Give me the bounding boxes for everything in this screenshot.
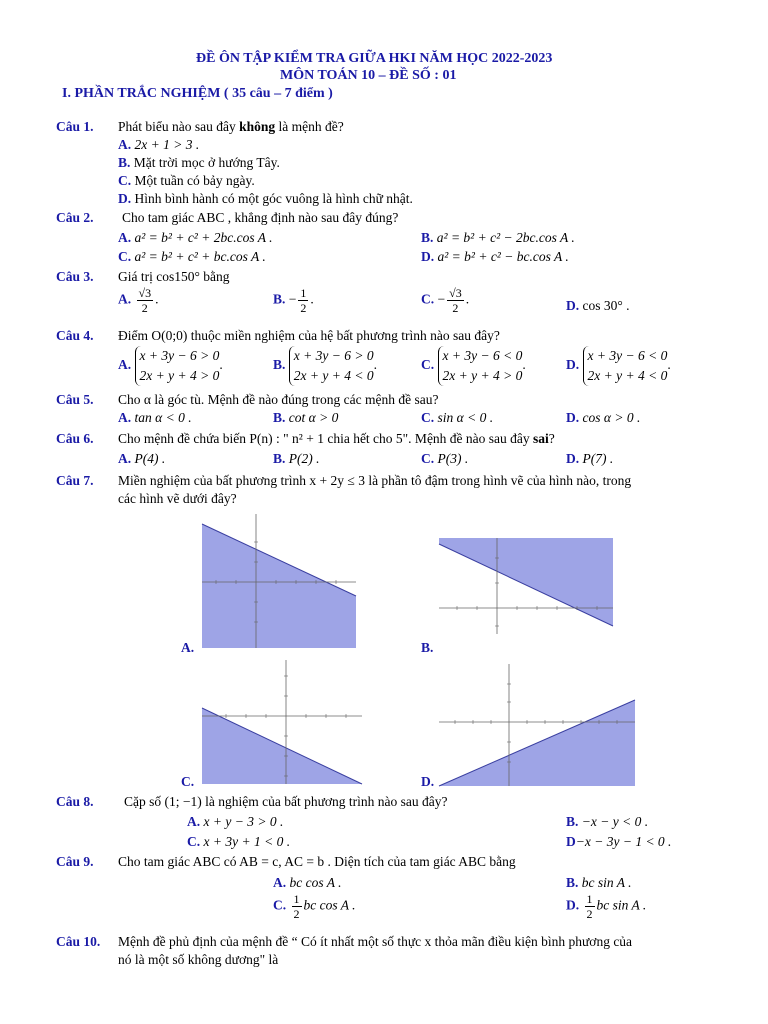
q4-option-b[interactable]: B. x + 3y − 6 > 0 2x + y + 4 < 0. xyxy=(273,346,377,386)
q9-option-a[interactable]: A. bc cos A . xyxy=(273,875,342,890)
q5-number: Câu 5. xyxy=(56,392,94,407)
q6-option-d[interactable]: D. P(7) . xyxy=(566,451,614,466)
q3-option-b[interactable]: B. − $\frac{1}{2}$ . xyxy=(273,286,314,315)
q8-option-b[interactable]: B. −x − y < 0 . xyxy=(566,814,649,829)
q7-graph-a[interactable] xyxy=(200,512,360,650)
q7-graph-b[interactable] xyxy=(437,536,617,636)
q6-option-b[interactable]: B. P(2) . xyxy=(273,451,320,466)
q6-stem: Cho mệnh đề chứa biến P(n) : " n² + 1 chia hết cho 5". Mệnh đề nào sau đây sai? xyxy=(118,431,555,446)
exam-title: ĐỀ ÔN TẬP KIỂM TRA GIỮA HKI NĂM HỌC 2022-2023 xyxy=(196,51,553,66)
q2-option-d[interactable]: D. a² = b² + c² − bc.cos A . xyxy=(421,249,569,264)
q2-option-a[interactable]: A. a² = b² + c² + 2bc.cos A . xyxy=(118,230,273,245)
q1-number: Câu 1. xyxy=(56,119,94,134)
q2-option-b[interactable]: B. a² = b² + c² − 2bc.cos A . xyxy=(421,230,575,245)
q7-option-c[interactable]: C. xyxy=(181,774,195,789)
q8-option-d[interactable]: D−x − 3y − 1 < 0 . xyxy=(566,834,672,849)
q3-stem: Giá trị cos150° bằng xyxy=(118,269,230,284)
q4-option-d[interactable]: D. x + 3y − 6 < 0 2x + y + 4 < 0. xyxy=(566,346,671,386)
q6-option-a[interactable]: A. P(4) . xyxy=(118,451,166,466)
q1-option-d[interactable]: D. Hình bình hành có một góc vuông là hình chữ nhật. xyxy=(118,191,413,206)
q9-option-d[interactable]: D. $\frac{1}{2}$ bc sin A . xyxy=(566,892,647,921)
q8-number: Câu 8. xyxy=(56,794,94,809)
q10-stem-line2: nó là một số không dương" là xyxy=(118,952,279,967)
q4-number: Câu 4. xyxy=(56,328,94,343)
q10-stem-line1: Mệnh đề phủ định của mệnh đề “ Có ít nhất một số thực x thỏa mãn điều kiện bình phương của xyxy=(118,934,633,949)
q7-option-a[interactable]: A. xyxy=(181,640,195,655)
q7-number: Câu 7. xyxy=(56,473,94,488)
q8-stem: Cặp số (1; −1) là nghiệm của bất phương trình nào sau đây? xyxy=(124,794,448,809)
q6-number: Câu 6. xyxy=(56,431,94,446)
q2-stem: Cho tam giác ABC , khẳng định nào sau đây đúng? xyxy=(122,210,399,225)
exam-subtitle: MÔN TOÁN 10 – ĐỀ SỐ : 01 xyxy=(280,68,457,83)
q1-option-b[interactable]: B. Mặt trời mọc ở hướng Tây. xyxy=(118,155,280,170)
q5-option-a[interactable]: A. tan α < 0 . xyxy=(118,410,192,425)
q8-option-c[interactable]: C. x + 3y + 1 < 0 . xyxy=(187,834,291,849)
q7-stem-line2: các hình vẽ dưới đây? xyxy=(118,491,237,506)
section-heading: I. PHẦN TRẮC NGHIỆM ( 35 câu – 7 điểm ) xyxy=(62,86,333,101)
q7-option-d[interactable]: D. xyxy=(421,774,435,789)
q4-stem: Điểm O(0;0) thuộc miền nghiệm của hệ bất phương trình nào sau đây? xyxy=(118,328,500,343)
q2-number: Câu 2. xyxy=(56,210,94,225)
q7-graph-c[interactable] xyxy=(200,658,365,786)
q9-number: Câu 9. xyxy=(56,854,94,869)
q9-option-c[interactable]: C. $\frac{1}{2}$ bc cos A . xyxy=(273,892,356,921)
q8-option-a[interactable]: A. x + y − 3 > 0 . xyxy=(187,814,284,829)
q5-option-b[interactable]: B. cot α > 0 xyxy=(273,410,339,425)
q3-option-d[interactable]: D. cos 30° . xyxy=(566,298,630,313)
q3-option-c[interactable]: C. − $\frac{√3}{2}$ . xyxy=(421,286,470,315)
q9-option-b[interactable]: B. bc sin A . xyxy=(566,875,632,890)
q5-option-d[interactable]: D. cos α > 0 . xyxy=(566,410,641,425)
q10-number: Câu 10. xyxy=(56,934,101,949)
q5-stem: Cho α là góc tù. Mệnh đề nào đúng trong các mệnh đề sau? xyxy=(118,392,439,407)
q7-option-b[interactable]: B. xyxy=(421,640,434,655)
q1-stem: Phát biểu nào sau đây không là mệnh đề? xyxy=(118,119,344,134)
q2-option-c[interactable]: C. a² = b² + c² + bc.cos A . xyxy=(118,249,266,264)
q6-option-c[interactable]: C. P(3) . xyxy=(421,451,469,466)
q3-number: Câu 3. xyxy=(56,269,94,284)
q3-option-a[interactable]: A. $\frac{√3}{2}$ . xyxy=(118,286,159,315)
q7-graph-d[interactable] xyxy=(437,662,637,788)
q4-option-a[interactable]: A. x + 3y − 6 > 0 2x + y + 4 > 0. xyxy=(118,346,223,386)
q4-option-c[interactable]: C. x + 3y − 6 < 0 2x + y + 4 > 0. xyxy=(421,346,526,386)
q1-option-c[interactable]: C. Một tuần có bảy ngày. xyxy=(118,173,255,188)
q1-option-a[interactable]: A. 2x + 1 > 3 . xyxy=(118,137,200,152)
q5-option-c[interactable]: C. sin α < 0 . xyxy=(421,410,494,425)
q7-stem-line1: Miền nghiệm của bất phương trình x + 2y ≤ 3 là phần tô đậm trong hình vẽ của hình nào, trong xyxy=(118,473,632,488)
q9-stem: Cho tam giác ABC có AB = c, AC = b . Diện tích của tam giác ABC bằng xyxy=(118,854,516,869)
